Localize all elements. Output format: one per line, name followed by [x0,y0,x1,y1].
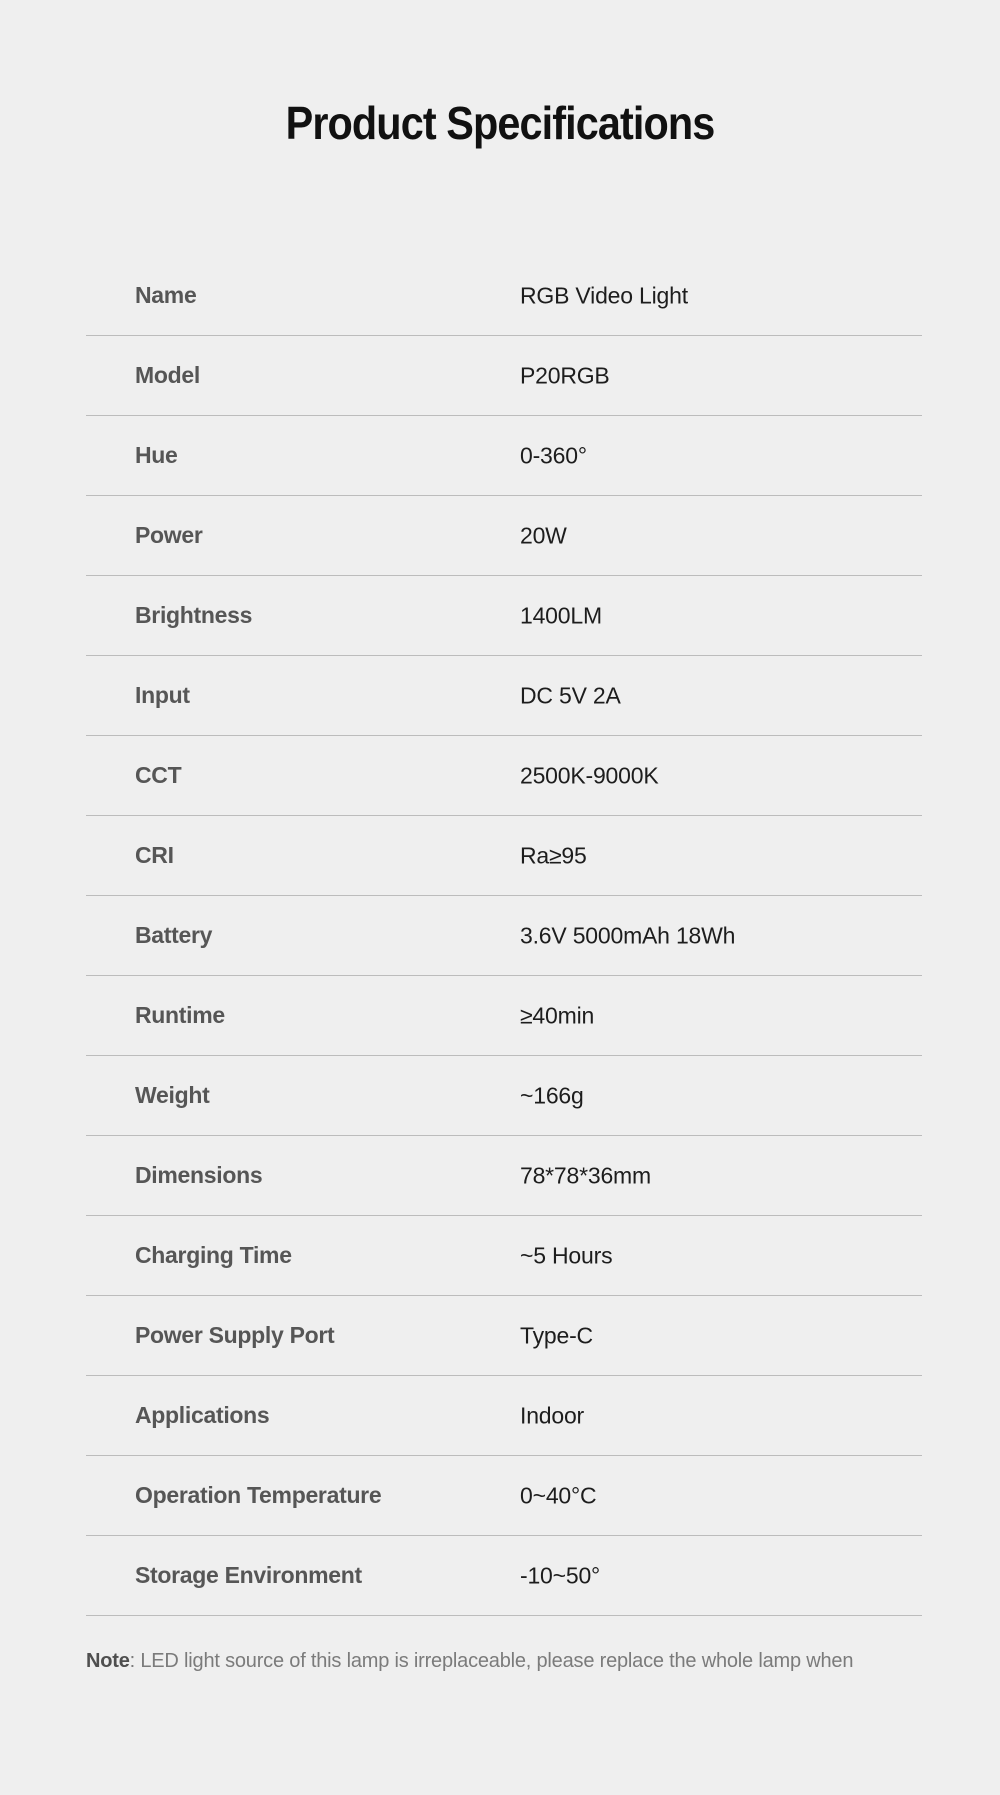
spec-value: Indoor [520,1402,585,1428]
spec-value: P20RGB [520,362,610,388]
spec-table [86,256,922,1616]
spec-value: 1400LM [520,602,602,628]
spec-value: DC 5V 2A [520,682,621,708]
spec-label: CRI [135,842,174,868]
table-row [86,976,922,1056]
spec-value: 3.6V 5000mAh 18Wh [520,922,736,948]
table-row [86,336,922,416]
spec-value: 0-360° [520,442,587,468]
spec-value: 2500K-9000K [520,762,659,788]
spec-value: 20W [520,522,567,548]
table-row [86,816,922,896]
table-row [86,1056,922,1136]
table-row [86,656,922,736]
spec-value: 78*78*36mm [520,1162,651,1188]
note-prefix: Note [86,1650,130,1672]
spec-label: Model [135,362,200,388]
table-row [86,1216,922,1296]
spec-label: Weight [135,1082,210,1108]
table-row [86,1536,922,1616]
spec-label: Dimensions [135,1162,263,1188]
spec-label: Battery [135,922,213,948]
spec-value: ~5 Hours [520,1242,613,1268]
spec-label: Applications [135,1402,270,1428]
table-row [86,496,922,576]
spec-value: 0~40°C [520,1482,597,1508]
spec-label: Name [135,282,197,308]
note-body: : LED light source of this lamp is irreplaceable, please replace the whole lamp when [129,1650,854,1672]
spec-value: Type-C [520,1322,593,1348]
spec-label: Input [135,682,190,708]
table-row [86,1376,922,1456]
spec-label: Power [135,522,203,548]
table-row [86,1456,922,1536]
spec-label: Charging Time [135,1242,292,1268]
spec-value: ~166g [520,1082,584,1108]
table-row [86,256,922,336]
spec-label: CCT [135,762,182,788]
spec-value: Ra≥95 [520,842,587,868]
table-row [86,1296,922,1376]
table-row [86,1136,922,1216]
spec-label: Operation Temperature [135,1482,382,1508]
spec-label: Power Supply Port [135,1322,335,1348]
table-row [86,896,922,976]
spec-label: Runtime [135,1002,225,1028]
spec-label: Storage Environment [135,1562,362,1588]
spec-value: ≥40min [520,1002,595,1028]
spec-value: -10~50° [520,1562,601,1588]
page-title: Product Specifications [285,97,715,149]
spec-value: RGB Video Light [520,282,688,308]
spec-label: Brightness [135,602,253,628]
note-text [86,1650,1000,1673]
table-row [86,576,922,656]
table-row [86,736,922,816]
spec-label: Hue [135,442,178,468]
table-row [86,416,922,496]
